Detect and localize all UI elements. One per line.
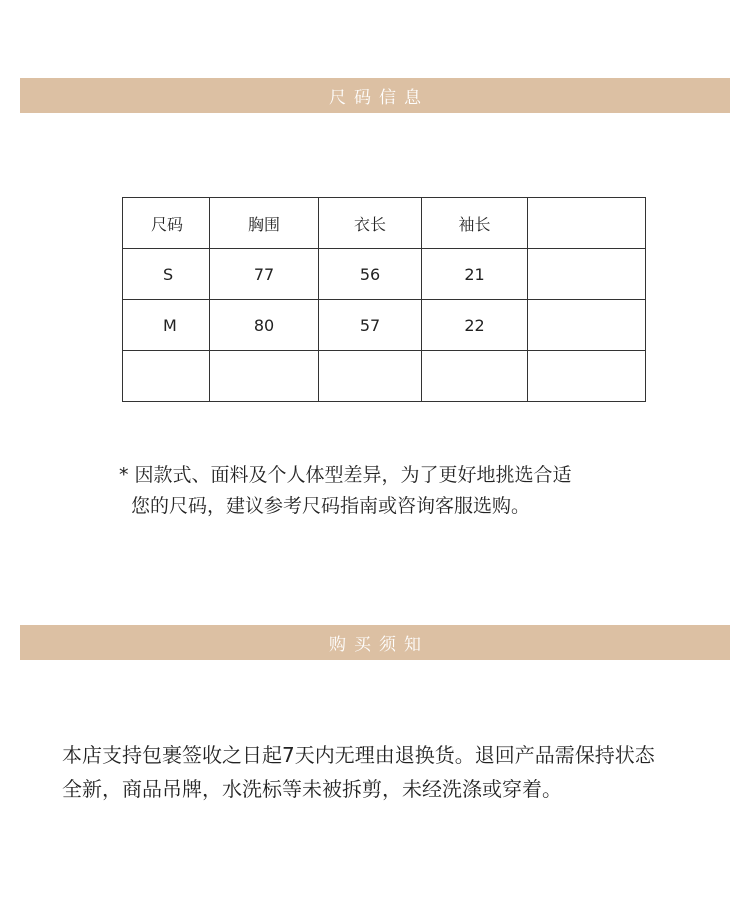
table-cell-sleeve: 21 bbox=[422, 249, 528, 300]
size-info-banner bbox=[20, 78, 730, 113]
purchase-notice-line-2: 全新，商品吊牌，水洗标等未被拆剪，未经洗涤或穿着。 bbox=[62, 777, 562, 801]
table-cell-chest: 77 bbox=[210, 249, 319, 300]
table-cell-size bbox=[123, 351, 210, 402]
table-cell-empty bbox=[528, 300, 646, 351]
table-cell-sleeve bbox=[422, 351, 528, 402]
table-row bbox=[123, 300, 646, 351]
table-cell-chest: 80 bbox=[210, 300, 319, 351]
purchase-notice-text bbox=[62, 738, 655, 806]
purchase-notice-line-1: 本店支持包裹签收之日起7天内无理由退换货。退回产品需保持状态 bbox=[62, 743, 655, 767]
purchase-notice-title: 购买须知 bbox=[329, 635, 429, 655]
header-cell-chest: 胸围 bbox=[210, 198, 319, 249]
table-row bbox=[123, 351, 646, 402]
table-cell-length bbox=[319, 351, 422, 402]
header-cell-empty bbox=[528, 198, 646, 249]
table-cell-length: 57 bbox=[319, 300, 422, 351]
size-info-title: 尺码信息 bbox=[329, 88, 429, 108]
size-note bbox=[119, 460, 572, 522]
table-cell-size: S bbox=[123, 249, 210, 300]
purchase-notice-banner bbox=[20, 625, 730, 660]
table-cell-empty bbox=[528, 249, 646, 300]
table-row bbox=[123, 249, 646, 300]
header-cell-length: 衣长 bbox=[319, 198, 422, 249]
header-cell-size: 尺码 bbox=[123, 198, 210, 249]
size-note-line-1: * 因款式、面料及个人体型差异，为了更好地挑选合适 bbox=[119, 464, 572, 486]
table-cell-length: 56 bbox=[319, 249, 422, 300]
table-cell-sleeve: 22 bbox=[422, 300, 528, 351]
header-cell-sleeve: 袖长 bbox=[422, 198, 528, 249]
size-table bbox=[122, 197, 646, 402]
size-note-line-2: 您的尺码，建议参考尺码指南或咨询客服选购。 bbox=[131, 495, 531, 517]
table-cell-chest bbox=[210, 351, 319, 402]
table-cell-size: M bbox=[123, 300, 210, 351]
table-cell-empty bbox=[528, 351, 646, 402]
size-table-header-row bbox=[123, 198, 646, 249]
